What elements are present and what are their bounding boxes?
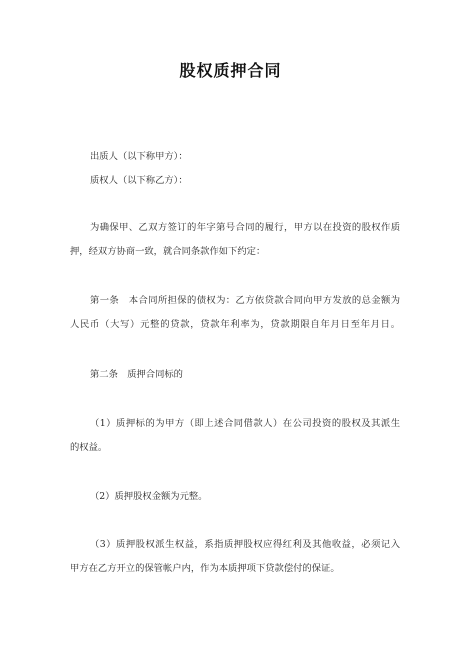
- document-title: 股权质押合同: [179, 61, 282, 80]
- article2-item3-line-1: （3）质押股权派生权益，系指质押股权应得红利及其他收益，必须记入: [90, 539, 400, 550]
- intro-line-1: 为确保甲、乙双方签订的年字第号合同的履行，甲方以在投资的股权作质: [90, 222, 400, 233]
- article2-item1-line-2: 的权益。: [70, 442, 108, 453]
- article2-item3-line-2: 甲方在乙方开立的保管帐户内，作为本质押项下贷款偿付的保证。: [70, 563, 340, 574]
- pledgor-line: 出质人（以下称甲方）：: [90, 151, 188, 162]
- intro-line-2: 押，经双方协商一致，就合同条款作如下约定：: [70, 246, 266, 257]
- article2-heading: 第二条 质押合同标的: [90, 369, 183, 380]
- pledgee-line: 质权人（以下称乙方）：: [90, 175, 188, 186]
- article2-item1-line-1: （1）质押标的为甲方（即上述合同借款人）在公司投资的股权及其派生: [90, 418, 400, 429]
- article1-line-1: 第一条 本合同所担保的债权为：乙方依贷款合同向甲方发放的总金额为: [90, 295, 400, 306]
- article1-line-2: 人民币（大写）元整的贷款，贷款年利率为，贷款期限自年月日至年月日。: [70, 319, 400, 330]
- article2-item2: （2）质押股权金额为元整。: [90, 491, 208, 502]
